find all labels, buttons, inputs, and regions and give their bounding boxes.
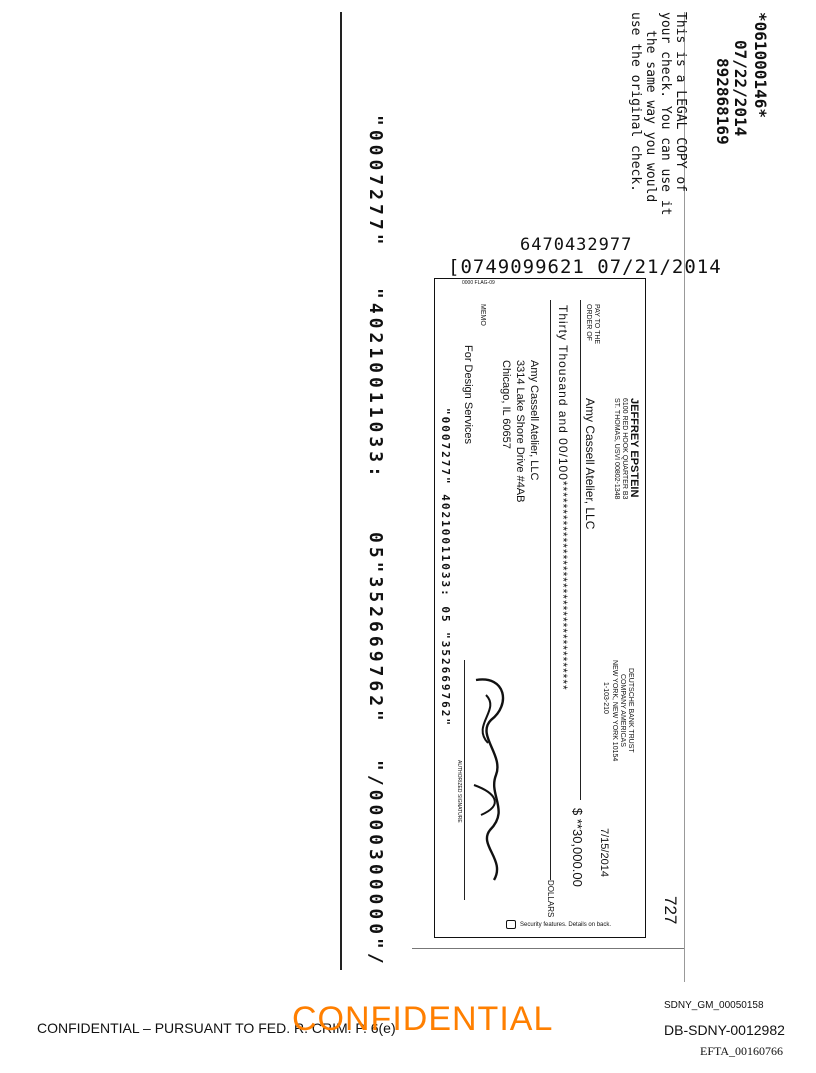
bank-stamp-account: 6470432977 — [520, 235, 633, 255]
legal-copy-notice-3: the same way you would — [643, 30, 658, 203]
amount-line — [550, 300, 551, 880]
micr-amount-code: "0007277" — [365, 115, 386, 249]
micr-account: 05"352669762" — [365, 532, 386, 725]
legal-copy-notice-4: use the original check. — [628, 12, 643, 193]
amount-words: Thirty Thousand and 00/100************************************* — [556, 305, 570, 691]
signature-line — [464, 660, 465, 900]
legal-copy-notice-1: This is a LEGAL COPY of — [673, 12, 688, 193]
signature-label: AUTHORIZED SIGNATURE — [456, 760, 462, 823]
bank-stamp-sequence-date: [0749099621 07/21/2014 — [448, 256, 722, 278]
legal-copy-trace-id: *061000146* — [751, 12, 770, 118]
bottom-border-line — [412, 948, 684, 949]
payee-line — [580, 300, 581, 800]
address-line-3: Chicago, IL 60657 — [500, 360, 512, 449]
address-line-1: Amy Cassell Atelier, LLC — [528, 360, 540, 481]
amount-box: $ **30,000.00 — [570, 808, 585, 887]
left-border-line — [340, 12, 342, 970]
signature-image — [466, 665, 516, 885]
security-note: Security features. Details on back. — [520, 922, 612, 928]
footer-confidential-text: CONFIDENTIAL – PURSUANT TO FED. R. CRIM. P. 6(e) — [37, 1020, 396, 1036]
confidential-watermark: CONFIDENTIAL — [292, 1000, 554, 1038]
address-line-2: 3314 Lake Shore Drive #4AB — [514, 360, 526, 503]
bank-name-1: DEUTSCHE BANK TRUST — [627, 668, 634, 753]
pay-to-label-1: PAY TO THE — [593, 304, 600, 345]
micr-routing: "40210011033: — [365, 288, 386, 481]
bank-name-2: COMPANY AMERICAS — [619, 674, 626, 747]
check-micr-line: "0007277" 40210011033: 05 "352669762" — [439, 408, 452, 728]
bank-fraction: 1-103-210 — [602, 682, 609, 714]
lock-icon — [506, 920, 516, 929]
legal-copy-notice-2: your check. You can use it — [658, 12, 673, 216]
payer-address-1: 6100 RED HOOK QUARTER B3 — [621, 398, 628, 500]
bates-number-efta: EFTA_00160766 — [700, 1044, 784, 1058]
bank-address: NEW YORK, NEW YORK 10154 — [611, 660, 618, 762]
memo-label: MEMO — [479, 304, 486, 326]
payer-address-2: ST. THOMAS, USVI 00802-1348 — [613, 398, 620, 500]
bates-number-db-sdny: DB-SDNY-0012982 — [664, 1022, 785, 1038]
payer-name: JEFFREY EPSTEIN — [628, 398, 640, 498]
micr-amount: "/0000300000"/ — [365, 760, 386, 968]
check-date: 7/15/2014 — [598, 828, 610, 877]
pay-to-label-2: ORDER OF — [585, 304, 592, 341]
legal-copy-date: 07/22/2014 — [731, 40, 750, 137]
payee-name: Amy Cassell Atelier, LLC — [583, 398, 597, 530]
legal-copy-number: 892868169 — [713, 58, 732, 145]
check-number: 727 — [661, 896, 680, 925]
check-form-code: 0000 FLAG-09 — [462, 280, 495, 286]
dollars-label: DOLLARS — [546, 880, 555, 918]
bates-number-sdny-gm: SDNY_GM_00050158 — [664, 1000, 764, 1011]
memo-text: For Design Services — [462, 345, 474, 445]
